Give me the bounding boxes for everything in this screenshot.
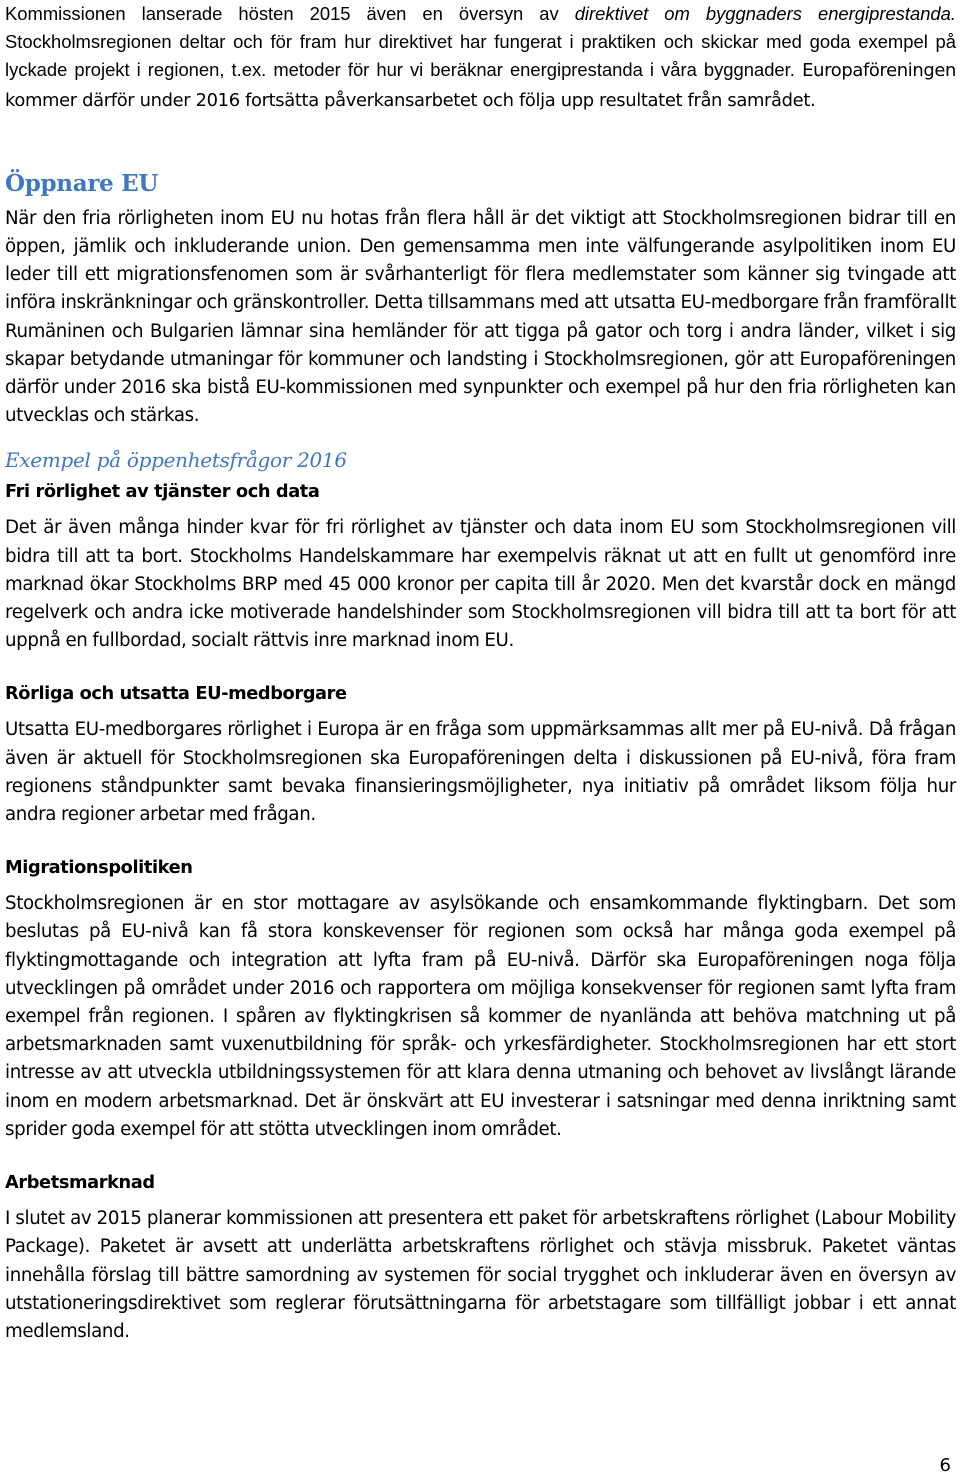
item-text-arbetsmarknad: I slutet av 2015 planerar kommissionen att presentera ett paket för arbetskraftens rörlighet (Labour Mobility Package). Paketet är avsett att underlätta arbetskraftens rörlighet och stävja missbruk. Paketet väntas innehålla förslag till bättre samordning av systemen för social trygghet och inkluderar även en översyn av utstationeringsdirektivet som reglerar förutsättningarna för arbetstagare som tillfälligt jobbar i ett annat medlemsland. [5, 1208, 956, 1342]
intro-text-continuation: Europaföreningen kommer därför under 2016 fortsätta påverkansarbetet och följa upp resultatet från samrådet. [5, 60, 957, 111]
section-paragraph: När den fria rörligheten inom EU nu hotas från flera håll är det viktigt att Stockholmsregionen bidrar till en öppen, jämlik och inkluderande union. Den gemensamma men inte välfungerande asylpolitiken inom EU leder till ett migrationsfenomen som är svårhanterligt för flera medlemstater som känner sig tvingade att införa inskränkningar och gränskontroller. Detta tillsammans med att utsatta EU-medborgare från framförallt Rumäninen och Bulgarien lämnar sina hemländer för att tigga på gator och torg i andra länder, vilket i sig skapar betydande utmaningar för kommuner och landsting i Stockholmsregionen, gör att Europaföreningen därför under 2016 ska bistå EU-kommissionen med synpunkter och exempel på hur den fria rörligheten kan utvecklas och stärkas. [5, 207, 956, 427]
item-text-migrationspolitiken: Stockholmsregionen är en stor mottagare av asylsökande och ensamkommande flyktingbarn. Det som beslutas på EU-nivå kan få stora konskevenser för regionen som också har många goda exempel på flyktingmottagande och integration att lyfta fram på EU-nivå. Därför ska Europaföreningen noga följa utvecklingen på området under 2016 och rapportera om möjliga konsekvenser för regionen samt lyfta fram exempel från regionen. I spåren av flyktingkrisen så kommer de nyanlända att behöva matchning ut på arbetsmarknaden samt vuxenutbildning för språk- och yrkesfärdigheter. Stockholmsregionen har ett stort intresse av att utveckla utbildningssystemen för att klara denna utmaning och behovet av livslångt lärande inom en modern arbetsmarknad. Det är önskvärt att EU investerar i satsningar med denna inriktning samt sprider goda exempel för att stötta utvecklingen inom området. [5, 893, 956, 1140]
item-text-tjanster-data: Det är även många hinder kvar för fri rörlighet av tjänster och data inom EU som Stockholmsregionen vill bidra till att ta bort. Stockholms Handelskammare har exempelvis räknat ut att en fullt ut genomförd inre marknad ökar Stockholms BRP med 45 000 kronor per capita till år 2020. Men det kvarstår dock en mängd regelverk och andra icke motiverade handelshinder som Stockholmsregionen vill bidra till att ta bort för att uppnå en fullbordad, socialt rättvis inre marknad inom EU. [5, 517, 956, 652]
section-heading-oppnare-eu: Öppnare EU [5, 169, 159, 197]
intro-directive-italic: direktivet om byggnaders energiprestanda. [574, 3, 956, 24]
page-number: 6 [939, 1455, 951, 1476]
item-heading-tjanster-data: Fri rörlighet av tjänster och data [5, 481, 320, 503]
subsection-heading-examples: Exempel på öppenhetsfrågor 2016 [5, 448, 347, 473]
intro-text-rest: Stockholmsregionen deltar och för fram hur direktivet har fungerat i praktiken och skickar med goda exempel på lyckade projekt i regionen, t.ex. metoder för hur vi beräknar energiprestanda i våra byggnader. [5, 31, 956, 81]
document-page [5, 0, 956, 1346]
item-heading-migrationspolitiken: Migrationspolitiken [5, 857, 193, 879]
item-heading-utsatta-medborgare: Rörliga och utsatta EU-medborgare [5, 683, 347, 705]
item-heading-arbetsmarknad: Arbetsmarknad [5, 1172, 155, 1194]
intro-paragraph [5, 0, 956, 115]
intro-text-start: Kommissionen lanserade hösten 2015 även en översyn av [5, 3, 575, 24]
item-text-utsatta-medborgare: Utsatta EU-medborgares rörlighet i Europa är en fråga som uppmärksammas allt mer på EU-nivå. Då frågan även är aktuell för Stockholmsregionen ska Europaföreningen delta i diskussionen på EU-nivå, föra fram regionens ståndpunkter samt bevaka finansieringsmöjligheter, nya initiativ på området liksom följa hur andra regioner arbetar med frågan. [5, 719, 956, 826]
